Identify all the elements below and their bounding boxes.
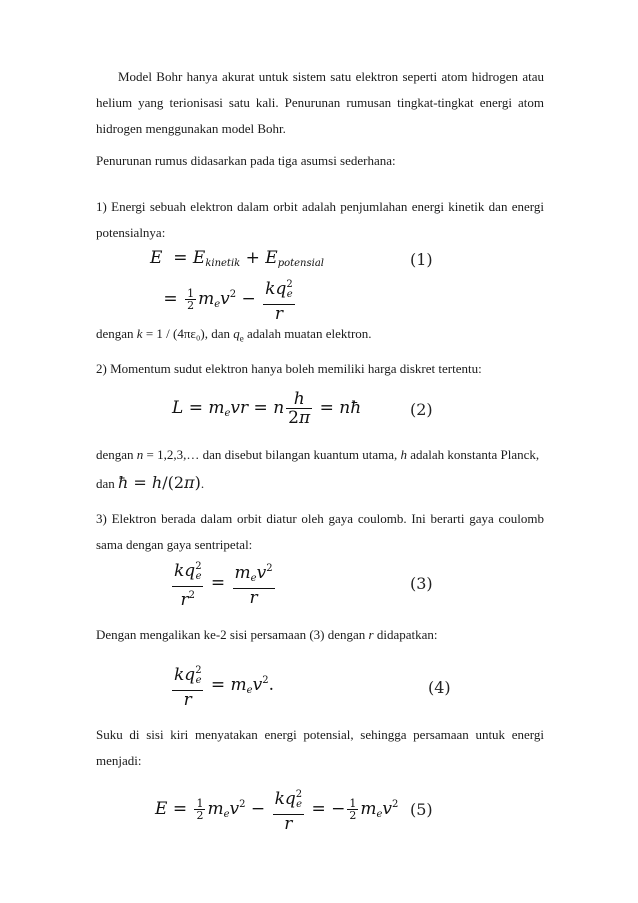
hbar-definition: dan ħ = h/(2π).	[96, 473, 205, 492]
equation-5: E = $\frac{1}{2}$ $m_ev^2$ − $\frac{kq^2_e}{r}$ = − $\frac{1}{2}$ $m_ev^2$	[155, 789, 399, 834]
energy-conclusion: Suku di sisi kiri menyatakan energi potensial, sehingga persamaan untuk energi menjadi:	[96, 727, 544, 768]
equation-3-number: (3)	[410, 574, 433, 593]
equation-5-number: (5)	[410, 800, 433, 819]
equation-1: $E = E_{kinetik} + E_{potensial}$	[150, 248, 324, 269]
equation-3: $\frac{kq^2_e}{r^2}$ = $\frac{m_ev^2}{r}$	[174, 561, 273, 610]
equation-2-number: (2)	[410, 400, 433, 419]
equation-4-number: (4)	[428, 678, 451, 697]
equation-2: $L = m_evr = n$ $\frac{h}{2\pi}$ = nħ	[172, 389, 362, 428]
equation-1-explanation: dengan k = 1 / (4πε₀), dan $q_e$ adalah muatan elektron.	[96, 326, 372, 344]
assumption-1: 1) Energi sebuah elektron dalam orbit adalah penjumlahan energi kinetik dan energi potensialnya:	[96, 199, 544, 240]
intro-paragraph: Model Bohr hanya akurat untuk sistem satu elektron seperti atom hidrogen atau helium yang terionisasi satu kali. Penurunan rumusan tingkat-tingkat energi atom hidrogen menggunakan model Bohr.	[96, 69, 544, 136]
assumptions-intro: Penurunan rumus didasarkan pada tiga asumsi sederhana:	[96, 153, 396, 168]
equation-4: $\frac{kq^2_e}{r}$ = $m_ev^2$.	[174, 665, 274, 710]
equation-1-line-2: = $\frac{1}{2}$ $m_ev^2$ − $\frac{kq^2_e}{r}$	[158, 279, 293, 324]
equation-2-explanation: dengan n = 1,2,3,… dan disebut bilangan kuantum utama, h adalah konstanta Planck,	[96, 447, 540, 462]
multiply-step: Dengan mengalikan ke-2 sisi persamaan (3) dengan r didapatkan:	[96, 627, 438, 642]
equation-1-number: (1)	[410, 250, 433, 269]
assumption-3: 3) Elektron berada dalam orbit diatur oleh gaya coulomb. Ini berarti gaya coulomb sama dengan gaya sentripetal:	[96, 511, 544, 552]
assumption-2: 2) Momentum sudut elektron hanya boleh memiliki harga diskret tertentu:	[96, 361, 482, 376]
